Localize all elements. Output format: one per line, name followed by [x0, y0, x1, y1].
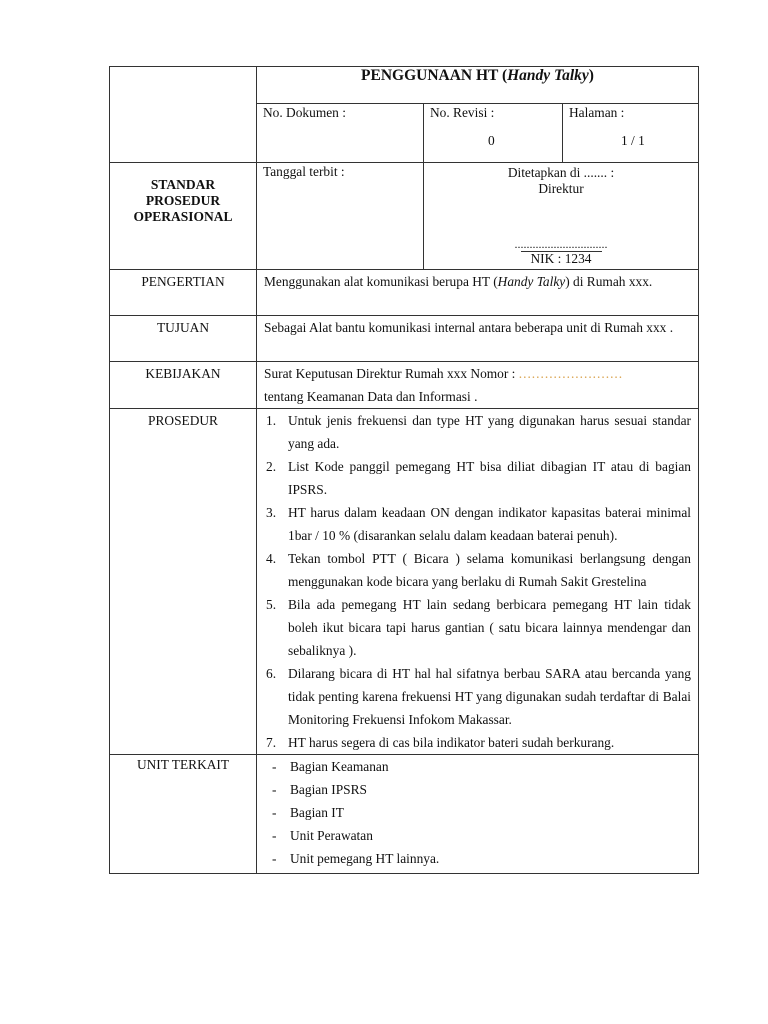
unit-terkait-item [264, 778, 691, 801]
logo-cell [110, 67, 257, 163]
no-revisi-label: No. Revisi : [430, 105, 495, 120]
unit-terkait-list [264, 755, 691, 870]
direktur-text: Direktur [538, 181, 584, 196]
halaman-label: Halaman : [569, 105, 625, 120]
sop-table [109, 66, 699, 874]
pengertian-text-pre: Menggunakan alat komunikasi berupa HT ( [264, 274, 498, 289]
sop-label-cell [110, 163, 257, 270]
step-text: Bila ada pemegang HT lain sedang berbicara pemegang HT lain tidak boleh ikut bicara tapi harus gantian ( satu bicara lainnya mendengar dan sebaliknya ). [288, 597, 691, 658]
step-number: 6. [266, 666, 277, 681]
prosedur-step [264, 455, 691, 501]
kebijakan-label-cell [110, 362, 257, 409]
unit-terkait-item [264, 755, 691, 778]
sop-label-line-2: PROSEDUR [145, 193, 221, 208]
tujuan-content: Sebagai Alat bantu komunikasi internal antara beberapa unit di Rumah xxx . [257, 316, 699, 362]
prosedur-step [264, 731, 691, 754]
unit-text: Bagian IT [290, 805, 344, 820]
tujuan-label: TUJUAN [156, 320, 210, 335]
pengertian-content [257, 270, 699, 316]
prosedur-step [264, 501, 691, 547]
unit-terkait-label-cell [110, 755, 257, 874]
kebijakan-text-pre: Surat Keputusan Direktur Rumah xxx Nomor : [264, 366, 519, 381]
no-revisi-value: 0 [488, 133, 495, 148]
unit-terkait-item [264, 824, 691, 847]
prosedur-step [264, 547, 691, 593]
unit-terkait-item [264, 801, 691, 824]
document-title: PENGGUNAAN HT (Handy Talky) [257, 67, 699, 104]
unit-dash: - [272, 805, 277, 820]
pengertian-text-post: ) di Rumah xxx. [565, 274, 653, 289]
pengertian-label: PENGERTIAN [141, 274, 225, 289]
no-dokumen-label: No. Dokumen : [263, 105, 346, 120]
tanggal-terbit-label: Tanggal terbit : [263, 164, 345, 179]
no-dokumen-cell [257, 104, 424, 163]
step-text: HT harus dalam keadaan ON dengan indikator kapasitas baterai minimal 1bar / 10 % (disarankan selalu dalam keadaan baterai penuh). [288, 505, 691, 543]
step-number: 7. [266, 735, 277, 750]
prosedur-steps-list [264, 409, 691, 754]
prosedur-step [264, 593, 691, 662]
kebijakan-text-post: tentang Keamanan Data dan Informasi . [264, 389, 478, 404]
prosedur-label: PROSEDUR [148, 413, 218, 428]
unit-text: Bagian Keamanan [290, 759, 389, 774]
step-number: 5. [266, 597, 277, 612]
unit-terkait-label: UNIT TERKAIT [136, 757, 230, 772]
unit-terkait-content [257, 755, 699, 874]
kebijakan-label: KEBIJAKAN [145, 366, 221, 381]
halaman-cell [563, 104, 699, 163]
unit-dash: - [272, 782, 277, 797]
pengertian-text-italic: Handy Talky [497, 274, 566, 289]
ditetapkan-text: Ditetapkan di ....... : [507, 165, 615, 180]
signature-block [424, 239, 698, 265]
prosedur-step [264, 409, 691, 455]
unit-text: Bagian IPSRS [290, 782, 368, 797]
sop-label-line-1: STANDAR [150, 177, 216, 192]
step-text: HT harus segera di cas bila indikator bateri sudah berkurang. [288, 735, 615, 750]
prosedur-content [257, 409, 699, 755]
halaman-value: 1 / 1 [621, 133, 645, 148]
nik-text: NIK : 1234 [521, 251, 602, 265]
unit-terkait-item [264, 847, 691, 870]
step-number: 2. [266, 459, 277, 474]
step-text: List Kode panggil pemegang HT bisa diliat dibagian IT atau di bagian IPSRS. [288, 459, 691, 497]
tanggal-terbit-cell [257, 163, 424, 270]
pengertian-label-cell [110, 270, 257, 316]
no-revisi-cell [424, 104, 563, 163]
tujuan-label-cell [110, 316, 257, 362]
step-number: 4. [266, 551, 277, 566]
sop-label-line-3: OPERASIONAL [133, 209, 233, 224]
unit-text: Unit pemegang HT lainnya. [290, 851, 440, 866]
signature-dots: ............................... [514, 237, 608, 251]
prosedur-step [264, 662, 691, 731]
unit-dash: - [272, 851, 277, 866]
approval-cell [424, 163, 699, 270]
unit-dash: - [272, 828, 277, 843]
unit-dash: - [272, 759, 277, 774]
step-text: Untuk jenis frekuensi dan type HT yang digunakan harus sesuai standar yang ada. [288, 413, 691, 451]
prosedur-label-cell [110, 409, 257, 755]
kebijakan-content [257, 362, 699, 409]
kebijakan-blank-field: ........................ [518, 366, 624, 381]
unit-text: Unit Perawatan [290, 828, 373, 843]
step-text: Dilarang bicara di HT hal hal sifatnya berbau SARA atau bercanda yang tidak penting karena frekuensi HT yang digunakan sudah terdaftar di Balai Monitoring Frekuensi Infokom Makassar. [288, 666, 691, 727]
step-number: 1. [266, 413, 277, 428]
step-number: 3. [266, 505, 277, 520]
step-text: Tekan tombol PTT ( Bicara ) selama komunikasi berlangsung dengan menggunakan kode bicara yang berlaku di Rumah Sakit Grestelina [288, 551, 691, 589]
